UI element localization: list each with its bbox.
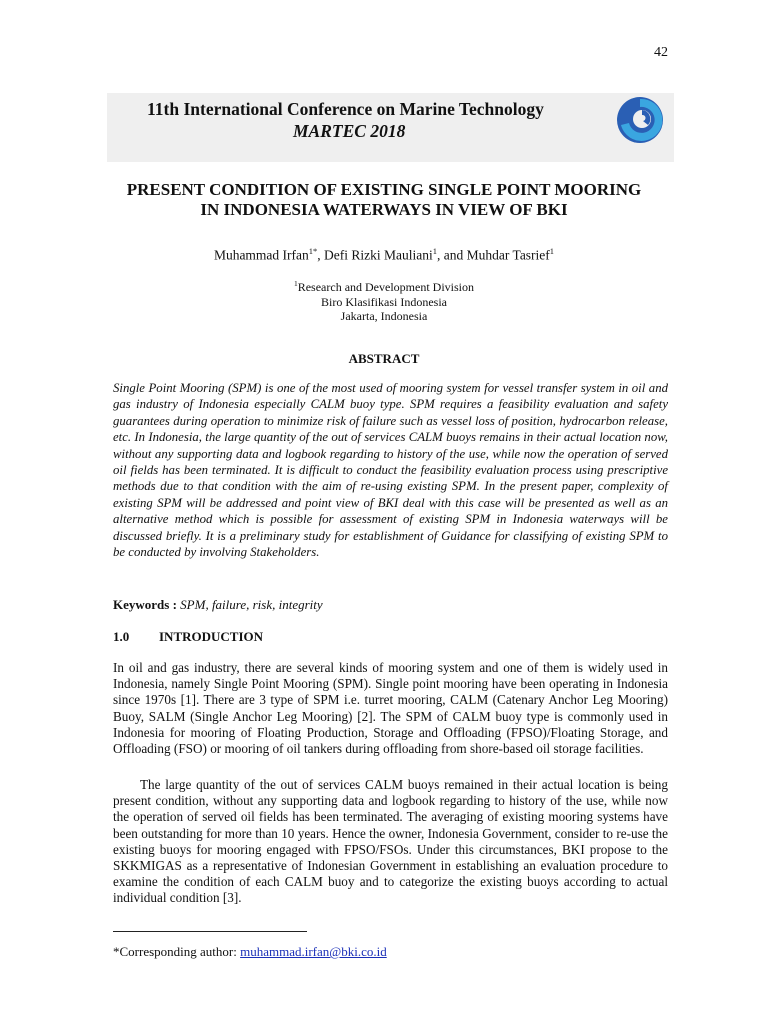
footnote-divider	[113, 931, 307, 932]
author-name: Defi Rizki Mauliani	[324, 247, 433, 263]
author-affiliation-mark: 1*	[308, 246, 318, 256]
conference-title: 11th International Conference on Marine Technology	[147, 99, 544, 119]
author-separator: , and	[437, 247, 467, 263]
affiliation-block	[100, 277, 668, 324]
affiliation-mark: 1	[293, 279, 298, 288]
author-affiliation-mark: 1	[549, 246, 555, 256]
paper-title-line: PRESENT CONDITION OF EXISTING SINGLE POINT MOORING	[126, 180, 642, 199]
section-number: 1.0	[113, 629, 130, 644]
body-paragraph: The large quantity of the out of services CALM buoys remained in their actual location is being present condition, without any supporting data and logbook regarding to history of the use, while now the operation of served oil fields has been terminated. The averaging of existing mooring systems have been outstanding for more than 10 years. Hence the owner, Indonesia Government, consider to re-use the existing buoys for mooring engaged with FPSO/FSOs. Under this circumstances, BKI propose to the SKKMIGAS as a representative of Indonesian Government in establishing an evaluation procedure to examine the condition of each CALM buoy and to categorize the existing buoys according to actual individual condition [3].	[113, 777, 668, 906]
paper-title-line: IN INDONESIA WATERWAYS IN VIEW OF BKI	[200, 200, 568, 219]
affiliation-organization: Biro Klasifikasi Indonesia	[321, 294, 447, 309]
author-affiliation-mark: 1	[432, 246, 438, 256]
section-heading	[113, 629, 263, 645]
body-paragraph: In oil and gas industry, there are several kinds of mooring system and one of them is widely used in Indonesia, namely Single Point Mooring (SPM). Single point mooring have been operating in Indonesia since 1970s [1]. There are 3 type of SPM i.e. turret mooring, CALM (Catenary Anchor Leg Mooring) Buoy, SALM (Single Anchor Leg Mooring) [2]. The SPM of CALM buoy type is commonly used in Indonesia for mooring of Floating Production, Storage and Offloading (FPSO)/Floating Storage, and Offloading (FSO) or mooring of oil tankers during offloading from shore-based oil storage facilities.	[113, 660, 668, 757]
keywords-values: SPM, failure, risk, integrity	[176, 597, 323, 612]
author-list	[100, 246, 668, 264]
author-separator: ,	[317, 247, 325, 263]
paper-title	[100, 180, 668, 220]
page-number: 42	[654, 45, 668, 60]
section-title: INTRODUCTION	[159, 629, 264, 644]
keywords-label: Keywords :	[113, 597, 177, 612]
conference-header	[107, 93, 674, 162]
footnote	[113, 944, 387, 960]
author-email-link[interactable]: muhammad.irfan@bki.co.id	[240, 944, 387, 959]
author-name: Muhdar Tasrief	[466, 247, 550, 263]
conference-subtitle: MARTEC 2018	[293, 121, 406, 141]
keywords-line	[113, 597, 323, 613]
footnote-label: *Corresponding author:	[113, 944, 241, 959]
affiliation-division: Research and Development Division	[297, 280, 475, 294]
conference-logo-icon	[615, 95, 665, 145]
author-name: Muhammad Irfan	[213, 247, 309, 263]
affiliation-location: Jakarta, Indonesia	[340, 309, 428, 323]
abstract-body: Single Point Mooring (SPM) is one of the most used of mooring system for vessel transfer system in oil and gas industry of Indonesia especially CALM buoy type. SPM requires a feasibility evaluation and safety guarantees during operation to minimize risk of failure such as vessel loss of position, hydrocarbon release, etc. In Indonesia, the large quantity of the out of services CALM buoys remains in their actual location now, without any supporting data and logbook regarding to history of the use, while now the operation of served oil fields has been terminated. It is difficult to conduct the feasibility evaluation process using prescriptive methods due to that condition with the aim of re-using existing SPM. In the present paper, complexity of existing SPM will be addressed and point view of BKI deal with this case will be presented as well as an alternative method which is possible for assessment of existing SPM in Indonesia waterways will be discussed briefly. It is a preliminary study for establishment of Guidance for classifying of existing SPM to be conducted by involving Stakeholders.	[113, 381, 668, 560]
abstract-heading: ABSTRACT	[348, 351, 420, 366]
